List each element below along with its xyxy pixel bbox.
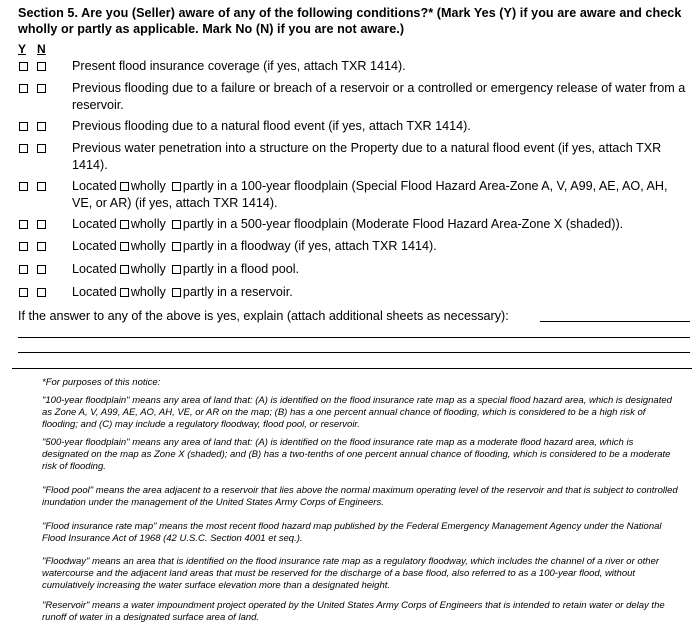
no-checkbox[interactable] <box>37 242 46 251</box>
partly-label: partly in a flood pool. <box>182 262 300 276</box>
no-checkbox[interactable] <box>37 84 46 93</box>
partly-checkbox[interactable] <box>172 182 181 191</box>
question-text <box>72 216 688 233</box>
yes-checkbox[interactable] <box>19 122 28 131</box>
wholly-checkbox[interactable] <box>120 220 129 229</box>
no-checkbox[interactable] <box>37 122 46 131</box>
question-text <box>72 238 688 255</box>
wholly-label: wholly <box>130 262 166 276</box>
question-text: Previous water penetration into a structure on the Property due to a natural flood event (if yes, attach TXR 1414). <box>72 141 662 172</box>
no-checkbox[interactable] <box>37 144 46 153</box>
question-text: Previous flooding due to a failure or breach of a reservoir or a controlled or emergency release of water from a reservoir. <box>72 81 686 112</box>
question-text: Present flood insurance coverage (if yes, attach TXR 1414). <box>72 59 406 73</box>
partly-checkbox[interactable] <box>172 220 181 229</box>
located-label: Located <box>72 179 117 193</box>
partly-label: partly in a floodway (if yes, attach TXR 1414). <box>182 239 437 253</box>
yes-checkbox[interactable] <box>19 265 28 274</box>
question-text: Previous flooding due to a natural flood event (if yes, attach TXR 1414). <box>72 119 471 133</box>
yes-column-label: Y <box>18 42 27 56</box>
yes-checkbox[interactable] <box>19 182 28 191</box>
explain-line[interactable] <box>18 337 690 338</box>
wholly-label: wholly <box>130 179 166 193</box>
notes-intro: *For purposes of this notice: <box>42 377 161 388</box>
no-checkbox[interactable] <box>37 182 46 191</box>
no-checkbox[interactable] <box>37 265 46 274</box>
question-text <box>72 178 688 212</box>
partly-label: partly in a 500-year floodplain (Moderate Flood Hazard Area-Zone X (shaded)). <box>182 217 624 231</box>
definitions-box <box>12 368 692 627</box>
wholly-checkbox[interactable] <box>120 288 129 297</box>
yes-checkbox[interactable] <box>19 220 28 229</box>
partly-label: partly in a reservoir. <box>182 285 293 299</box>
definition-reservoir: "Reservoir" means a water impoundment project operated by the United States Army Corps of Engineers that is intended to retain water or delay the runoff of water in a designated surface area of land. <box>42 600 665 624</box>
located-label: Located <box>72 239 117 253</box>
wholly-label: wholly <box>130 217 166 231</box>
yes-checkbox[interactable] <box>19 62 28 71</box>
question-text <box>72 284 688 301</box>
definition-floodway: "Floodway" means an area that is identified on the flood insurance rate map as a regulatory floodway, which includes the channel of a river or other watercourse and the adjacent land areas that must be reserved for the discharge of a base flood, also referred to as a 100-year flood, without cumulatively increasing the water surface elevation more than a designated height. <box>42 556 660 592</box>
section-heading: Section 5. Are you (Seller) aware of any of the following conditions?* (Mark Yes (Y) if you are aware and check wholly or partly as applicable. Mark No (N) if you are not aware.) <box>18 6 682 36</box>
yes-checkbox[interactable] <box>19 144 28 153</box>
located-label: Located <box>72 217 117 231</box>
yes-checkbox[interactable] <box>19 242 28 251</box>
wholly-checkbox[interactable] <box>120 182 129 191</box>
no-checkbox[interactable] <box>37 220 46 229</box>
definition-flood-insurance-rate-map: "Flood insurance rate map" means the most recent flood hazard map published by the Federal Emergency Management Agency under the National Flood Insurance Act of 1968 (42 U.S.C. Section 4001 et seq.). <box>42 521 662 545</box>
yes-checkbox[interactable] <box>19 288 28 297</box>
located-label: Located <box>72 285 117 299</box>
partly-checkbox[interactable] <box>172 288 181 297</box>
wholly-label: wholly <box>130 285 166 299</box>
wholly-checkbox[interactable] <box>120 265 129 274</box>
definition-100-year-floodplain: "100-year floodplain" means any area of land that: (A) is identified on the flood insurance rate map as a special flood hazard area, which is designated as Zone A, V, A99, AE, AO, AH, VE, or AR on the map; (B) has a one percent annual chance of flooding, which is considered to be a high risk of flooding; and (C) may include a regulatory floodway, flood pool, or reservoir. <box>42 395 672 431</box>
wholly-label: wholly <box>130 239 166 253</box>
explain-prompt: If the answer to any of the above is yes, explain (attach additional sheets as necessary): <box>18 309 509 323</box>
question-text <box>72 261 688 278</box>
partly-label: partly in a 100-year floodplain (Special Flood Hazard Area-Zone A, V, A99, AE, AO, AH, VE, or AR) (if yes, attach TXR 1414). <box>72 179 668 210</box>
explain-line[interactable] <box>540 321 690 322</box>
partly-checkbox[interactable] <box>172 265 181 274</box>
explain-line[interactable] <box>18 352 690 353</box>
definition-flood-pool: "Flood pool" means the area adjacent to a reservoir that lies above the normal maximum operating level of the reservoir and that is subject to controlled inundation under the management of the United States Army Corps of Engineers. <box>42 485 678 509</box>
no-column-label: N <box>37 42 46 56</box>
yes-checkbox[interactable] <box>19 84 28 93</box>
located-label: Located <box>72 262 117 276</box>
no-checkbox[interactable] <box>37 288 46 297</box>
partly-checkbox[interactable] <box>172 242 181 251</box>
no-checkbox[interactable] <box>37 62 46 71</box>
definition-500-year-floodplain: "500-year floodplain" means any area of land that: (A) is identified on the flood insurance rate map as a moderate flood hazard area, which is designated on the map as Zone X (shaded); and (B) has a two-tenths of one percent annual chance of flooding, which is considered to be a moderate risk of flooding. <box>42 437 671 473</box>
wholly-checkbox[interactable] <box>120 242 129 251</box>
